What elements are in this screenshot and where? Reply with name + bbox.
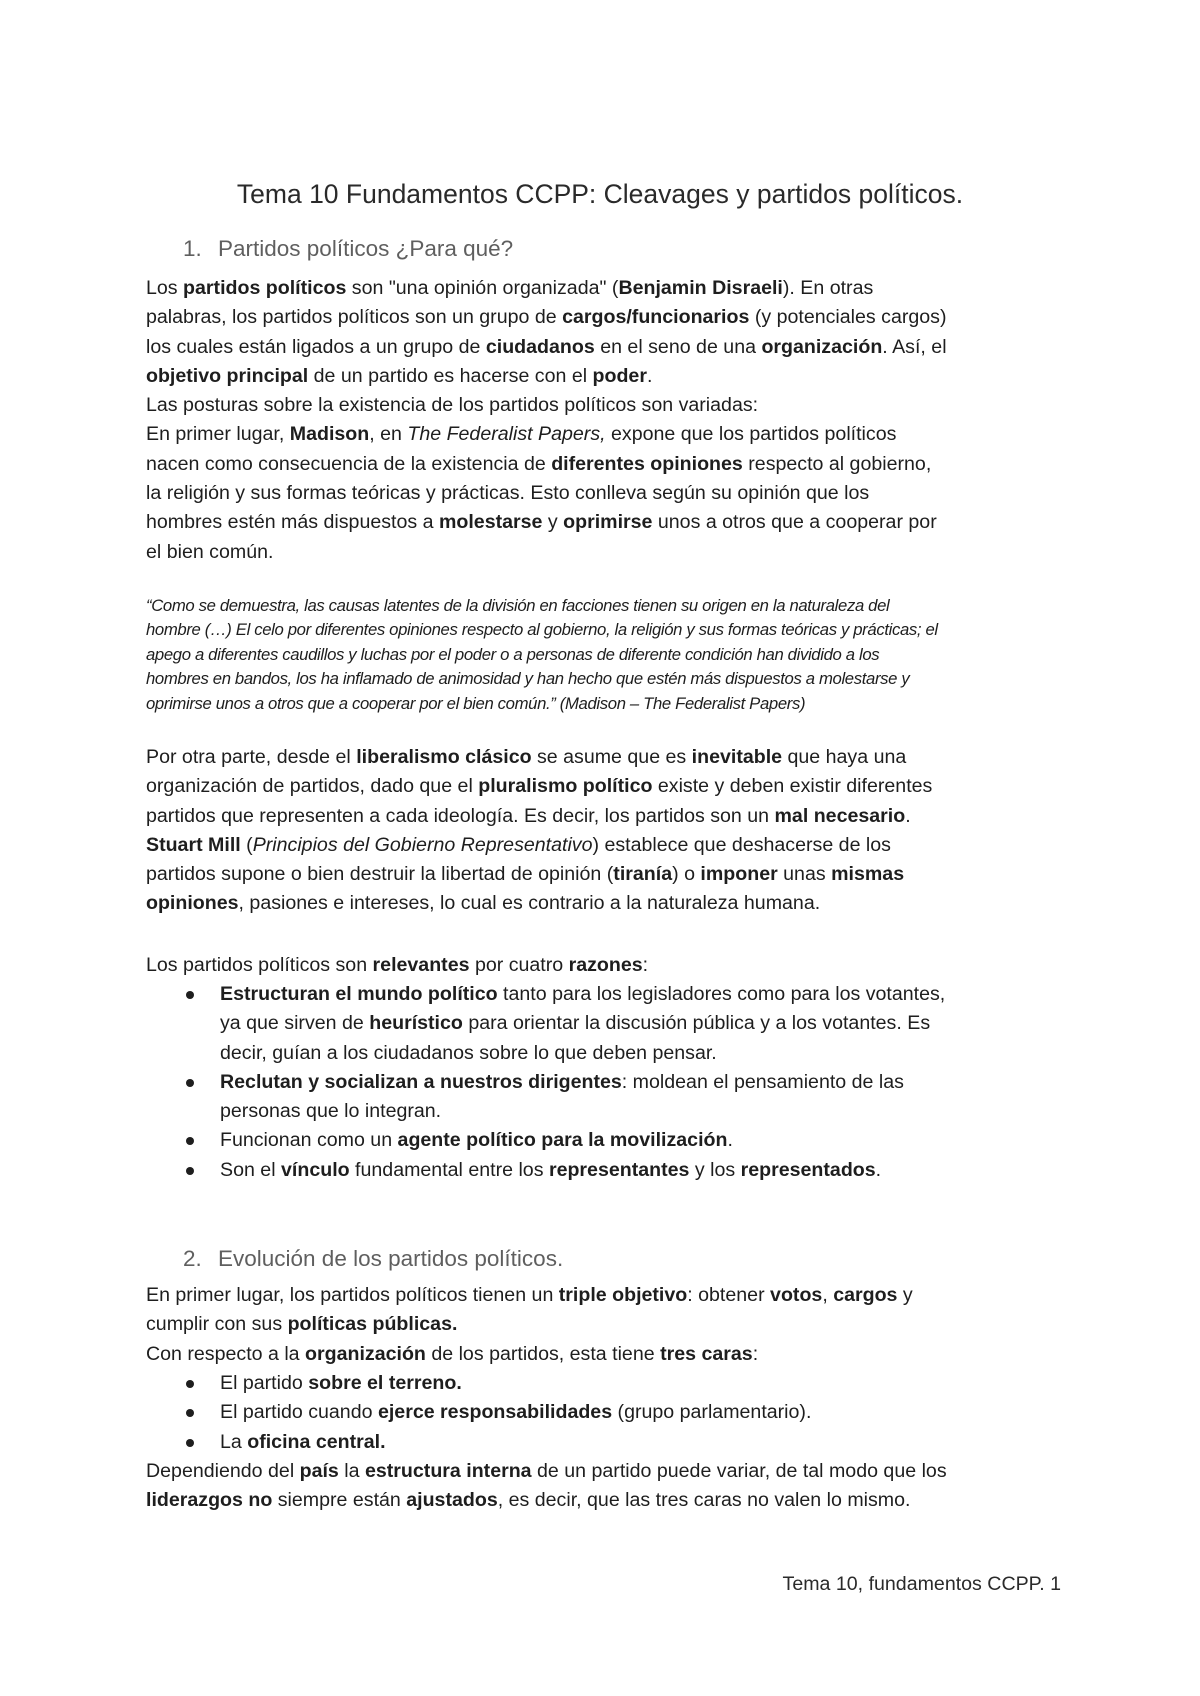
bullet-icon bbox=[186, 1380, 194, 1388]
quote-line: hombre (…) El celo por diferentes opiniones respecto al gobierno, la religión y sus formas teóricas y prácticas; el bbox=[146, 620, 938, 640]
text-line: la religión y sus formas teóricas y prácticas. Esto conlleva según su opinión que los bbox=[146, 482, 870, 505]
text-line: decir, guían a los ciudadanos sobre lo que deben pensar. bbox=[220, 1041, 717, 1064]
text-line: liderazgos no siempre están ajustados, es decir, que las tres caras no valen lo mismo. bbox=[146, 1489, 911, 1512]
text-line: organización de partidos, dado que el pluralismo político existe y deben existir diferentes bbox=[146, 775, 933, 798]
text-line: Con respecto a la organización de los partidos, esta tiene tres caras: bbox=[146, 1342, 759, 1365]
quote-line: apego a diferentes caudillos y luchas por el poder o a personas de diferente condición han dividido a los bbox=[146, 644, 880, 664]
faces-list bbox=[146, 1369, 1066, 1457]
list-item bbox=[146, 1068, 1066, 1127]
section-number: 1. bbox=[183, 236, 202, 261]
reasons-list bbox=[146, 980, 1066, 1185]
text-line: ya que sirven de heurístico para orientar la discusión pública y a los votantes. Es bbox=[220, 1012, 931, 1035]
text-line: El partido cuando ejerce responsabilidades (grupo parlamentario). bbox=[220, 1401, 812, 1424]
text-line: Por otra parte, desde el liberalismo clásico se asume que es inevitable que haya una bbox=[146, 746, 907, 768]
text-line: hombres estén más dispuestos a molestarse y oprimirse unos a otros que a cooperar por bbox=[146, 511, 937, 534]
list-item bbox=[146, 1398, 1066, 1427]
text-line: Estructuran el mundo político tanto para los legisladores como para los votantes, bbox=[220, 983, 946, 1005]
document-title: Tema 10 Fundamentos CCPP: Cleavages y partidos políticos. bbox=[236, 179, 964, 209]
quote-line: oprimirse unos a otros que a cooperar por el bien común.” (Madison – The Federalist Papers) bbox=[146, 693, 806, 713]
text-line: Dependiendo del país la estructura interna de un partido puede variar, de tal modo que los bbox=[146, 1460, 947, 1482]
text-line: cumplir con sus políticas públicas. bbox=[146, 1313, 458, 1336]
text-line: La oficina central. bbox=[220, 1430, 386, 1453]
bullet-icon bbox=[186, 1079, 194, 1087]
list-item bbox=[146, 1369, 1066, 1398]
list-item bbox=[146, 1126, 1066, 1155]
bullet-icon bbox=[186, 1137, 194, 1145]
bullet-icon bbox=[186, 1409, 194, 1417]
text-line: En primer lugar, los partidos políticos tienen un triple objetivo: obtener votos, cargos y bbox=[146, 1284, 913, 1306]
text-line: el bien común. bbox=[146, 540, 274, 563]
reasons-intro bbox=[146, 951, 1066, 980]
list-item bbox=[146, 1156, 1066, 1185]
quote-line: hombres en bandos, los ha inflamado de animosidad y han hecho que estén más dispuestos a molestarse y bbox=[146, 669, 910, 689]
page-footer: Tema 10, fundamentos CCPP. 1 bbox=[782, 1573, 1061, 1595]
text-line: objetivo principal de un partido es hacerse con el poder. bbox=[146, 364, 653, 387]
text-line: Reclutan y socializan a nuestros dirigentes: moldean el pensamiento de las bbox=[220, 1070, 904, 1093]
intro-paragraph bbox=[146, 274, 1066, 567]
text-line: partidos que representen a cada ideología. Es decir, los partidos son un mal necesario. bbox=[146, 804, 911, 827]
section-number: 2. bbox=[183, 1246, 202, 1271]
bullet-icon bbox=[186, 991, 194, 999]
text-line: Stuart Mill (Principios del Gobierno Representativo) establece que deshacerse de los bbox=[146, 833, 891, 856]
bullet-icon bbox=[186, 1167, 194, 1175]
text-line: opiniones, pasiones e intereses, lo cual es contrario a la naturaleza humana. bbox=[146, 892, 821, 915]
text-line: palabras, los partidos políticos son un grupo de cargos/funcionarios (y potenciales cargos) bbox=[146, 306, 947, 329]
text-line: nacen como consecuencia de la existencia de diferentes opiniones respecto al gobierno, bbox=[146, 452, 932, 475]
text-line: Las posturas sobre la existencia de los partidos políticos son variadas: bbox=[146, 394, 759, 417]
text-line: El partido sobre el terreno. bbox=[220, 1372, 462, 1394]
liberalism-paragraph bbox=[146, 743, 1066, 919]
section-title: Evolución de los partidos políticos. bbox=[218, 1246, 564, 1271]
text-line: los cuales están ligados a un grupo de ciudadanos en el seno de una organización. Así, el bbox=[146, 335, 947, 358]
bullet-icon bbox=[186, 1439, 194, 1447]
section-title: Partidos políticos ¿Para qué? bbox=[218, 236, 514, 261]
madison-quote bbox=[146, 594, 1066, 716]
structure-paragraph bbox=[146, 1457, 1066, 1516]
text-line: Los partidos políticos son "una opinión organizada" (Benjamin Disraeli). En otras bbox=[146, 277, 874, 299]
objectives-paragraph bbox=[146, 1281, 1066, 1369]
text-line: personas que lo integran. bbox=[220, 1100, 442, 1123]
list-item bbox=[146, 980, 1066, 1068]
list-item bbox=[146, 1428, 1066, 1457]
text-line: partidos supone o bien destruir la libertad de opinión (tiranía) o imponer unas mismas bbox=[146, 863, 905, 886]
text-line: Los partidos políticos son relevantes por cuatro razones: bbox=[146, 954, 649, 976]
text-line: En primer lugar, Madison, en The Federalist Papers, expone que los partidos políticos bbox=[146, 423, 897, 446]
text-line: Funcionan como un agente político para la movilización. bbox=[220, 1129, 733, 1152]
quote-line: “Como se demuestra, las causas latentes de la división en facciones tienen su origen en la naturaleza del bbox=[146, 596, 890, 615]
text-line: Son el vínculo fundamental entre los representantes y los representados. bbox=[220, 1158, 882, 1181]
